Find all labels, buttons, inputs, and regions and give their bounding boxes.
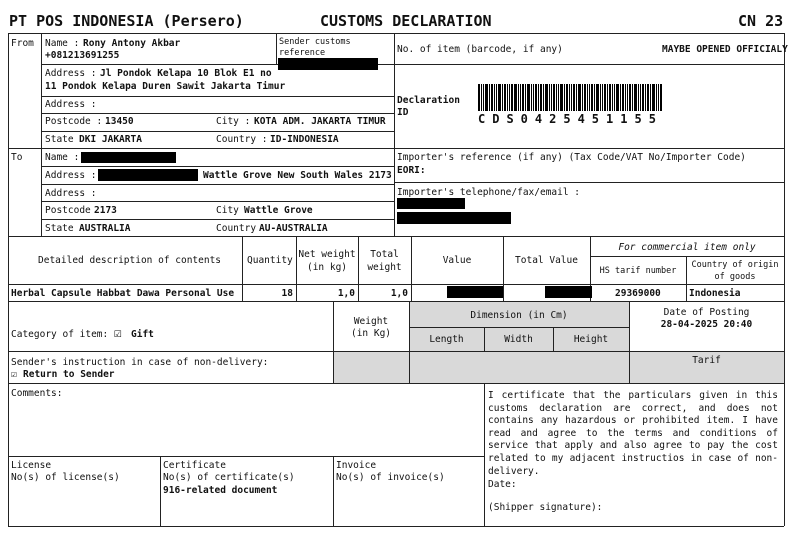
sender-ref-label: Sender customs: [279, 37, 351, 47]
category-label: Category of item:: [11, 329, 109, 340]
to-state-label: State: [45, 223, 74, 234]
sender-ref-label-2: reference: [279, 48, 326, 58]
to-city-label: City: [216, 205, 239, 216]
company-name: PT POS INDONESIA (Persero): [9, 12, 244, 30]
from-address-label: Address :: [45, 68, 97, 79]
redacted-recipient-street: [98, 169, 198, 181]
from-name-label: Name :: [45, 38, 80, 49]
dimension-label: Dimension (in Cm): [470, 310, 568, 321]
redacted-importer-email: [397, 212, 511, 224]
to-name-label: Name :: [45, 152, 80, 163]
redacted-total-value: [545, 286, 592, 298]
sender-address-line2: 11 Pondok Kelapa Duren Sawit Jakarta Timur: [45, 81, 286, 92]
date-label: Date:: [488, 479, 517, 490]
recipient-city: Wattle Grove: [244, 205, 313, 216]
invoice-number-label: No(s) of invoice(s): [336, 472, 445, 483]
quantity-header: Quantity: [247, 255, 293, 266]
sender-name: Rony Antony Akbar: [83, 38, 181, 49]
sender-postcode: 13450: [105, 116, 134, 127]
declaration-label: Declaration: [397, 95, 460, 106]
to-postcode-label: Postcode: [45, 205, 91, 216]
sender-address-line1: Jl Pondok Kelapa 10 Blok E1 no: [100, 68, 272, 79]
item-number-label: No. of item (barcode, if any): [397, 44, 563, 55]
certificate-label: Certificate: [163, 460, 226, 471]
to-country-label: Country: [216, 223, 257, 234]
declaration-label-2: ID: [397, 107, 409, 118]
total-value-header: Total Value: [515, 255, 578, 266]
redacted-importer-phone: [397, 198, 465, 209]
license-label: License: [11, 460, 52, 471]
height-label: Height: [573, 334, 609, 345]
comments-label: Comments:: [11, 388, 63, 399]
dimension-value-cell: [410, 352, 629, 383]
tarif-label: Tarif: [692, 355, 721, 366]
importer-ref-label: Importer's reference (if any) (Tax Code/VAT No/Importer Code): [397, 152, 746, 163]
redacted-sender-ref: [278, 58, 378, 70]
description-header: Detailed description of contents: [38, 255, 222, 266]
value-header: Value: [442, 255, 472, 266]
from-state-label: State: [45, 134, 74, 145]
item-description: Herbal Capsule Habbat Dawa Personal Use: [11, 288, 235, 299]
origin-header: Country of origin: [691, 260, 779, 270]
net-weight-unit: (in kg): [306, 262, 348, 273]
country-of-origin: Indonesia: [689, 288, 741, 299]
form-title: CUSTOMS DECLARATION: [320, 12, 492, 30]
recipient-address-suffix: Wattle Grove New South Wales 2173: [203, 170, 392, 181]
category-value: Gift: [131, 329, 154, 340]
declaration-id-text: CDS0425451155: [478, 112, 663, 126]
net-weight-header: Net weight: [298, 249, 356, 260]
hs-tarif-number: 29369000: [615, 288, 661, 299]
from-city-label: City :: [216, 116, 251, 127]
date-posting-label: Date of Posting: [663, 307, 750, 318]
weight-label: Weight: [353, 316, 389, 327]
item-net-weight: 1,0: [337, 288, 355, 299]
origin-header-2: of goods: [714, 272, 756, 282]
commercial-items-header: For commercial item only: [618, 242, 756, 253]
importer-phone-label: Importer's telephone/fax/email :: [397, 187, 581, 198]
total-weight-header: Total: [370, 249, 399, 260]
length-label: Length: [429, 334, 464, 345]
total-weight-header-2: weight: [367, 262, 402, 273]
sender-state: DKI JAKARTA: [79, 134, 142, 145]
from-postcode-label: Postcode :: [45, 116, 103, 127]
recipient-country: AU-AUSTRALIA: [259, 223, 328, 234]
weight-unit-label: (in Kg): [350, 328, 392, 339]
return-checkbox-icon[interactable]: ☑: [11, 369, 17, 380]
certificate-number-label: No(s) of certificate(s): [163, 472, 295, 483]
redacted-recipient-name: [81, 152, 176, 163]
item-quantity: 18: [281, 288, 293, 299]
to-section-label: To: [11, 152, 23, 163]
non-delivery-value: Return to Sender: [23, 369, 115, 380]
hs-tarif-header: HS tarif number: [599, 266, 677, 276]
redacted-item-value: [447, 286, 503, 298]
weight-value-cell: [334, 352, 409, 383]
shipper-signature-label: (Shipper signature):: [488, 502, 603, 513]
width-label: Width: [504, 334, 533, 345]
certificate-value: 916-related document: [163, 485, 278, 496]
from-address2-label: Address :: [45, 99, 97, 110]
declaration-barcode: [478, 84, 663, 111]
to-address-label: Address :: [45, 170, 97, 181]
gift-checkbox-icon[interactable]: ☑: [114, 326, 122, 341]
certification-statement: I certificate that the particulars given in this customs declaration are correct, and does not contains any hazardous or prohibited item. I have read and agree to the terms and conditions of service that apply and also agree to pay the cost related to my adjacent instructios in case of non-delivery.: [488, 390, 778, 477]
to-address2-label: Address :: [45, 188, 97, 199]
from-country-label: Country :: [216, 134, 268, 145]
sender-city: KOTA ADM. JAKARTA TIMUR: [254, 116, 386, 127]
sender-phone: +081213691255: [45, 50, 120, 61]
item-total-weight: 1,0: [390, 288, 408, 299]
from-section-label: From: [11, 38, 34, 49]
non-delivery-label: Sender's instruction in case of non-delivery:: [11, 357, 269, 368]
recipient-state: AUSTRALIA: [79, 223, 131, 234]
eori-label: EORI:: [397, 165, 426, 176]
sender-country: ID-INDONESIA: [270, 134, 339, 145]
license-number-label: No(s) of license(s): [11, 472, 120, 483]
invoice-label: Invoice: [336, 460, 377, 471]
recipient-postcode: 2173: [94, 205, 117, 216]
date-posting: 28-04-2025 20:40: [660, 319, 753, 330]
opened-officially-note: MAYBE OPENED OFFICIALY: [662, 44, 788, 55]
form-code: CN 23: [738, 12, 784, 30]
